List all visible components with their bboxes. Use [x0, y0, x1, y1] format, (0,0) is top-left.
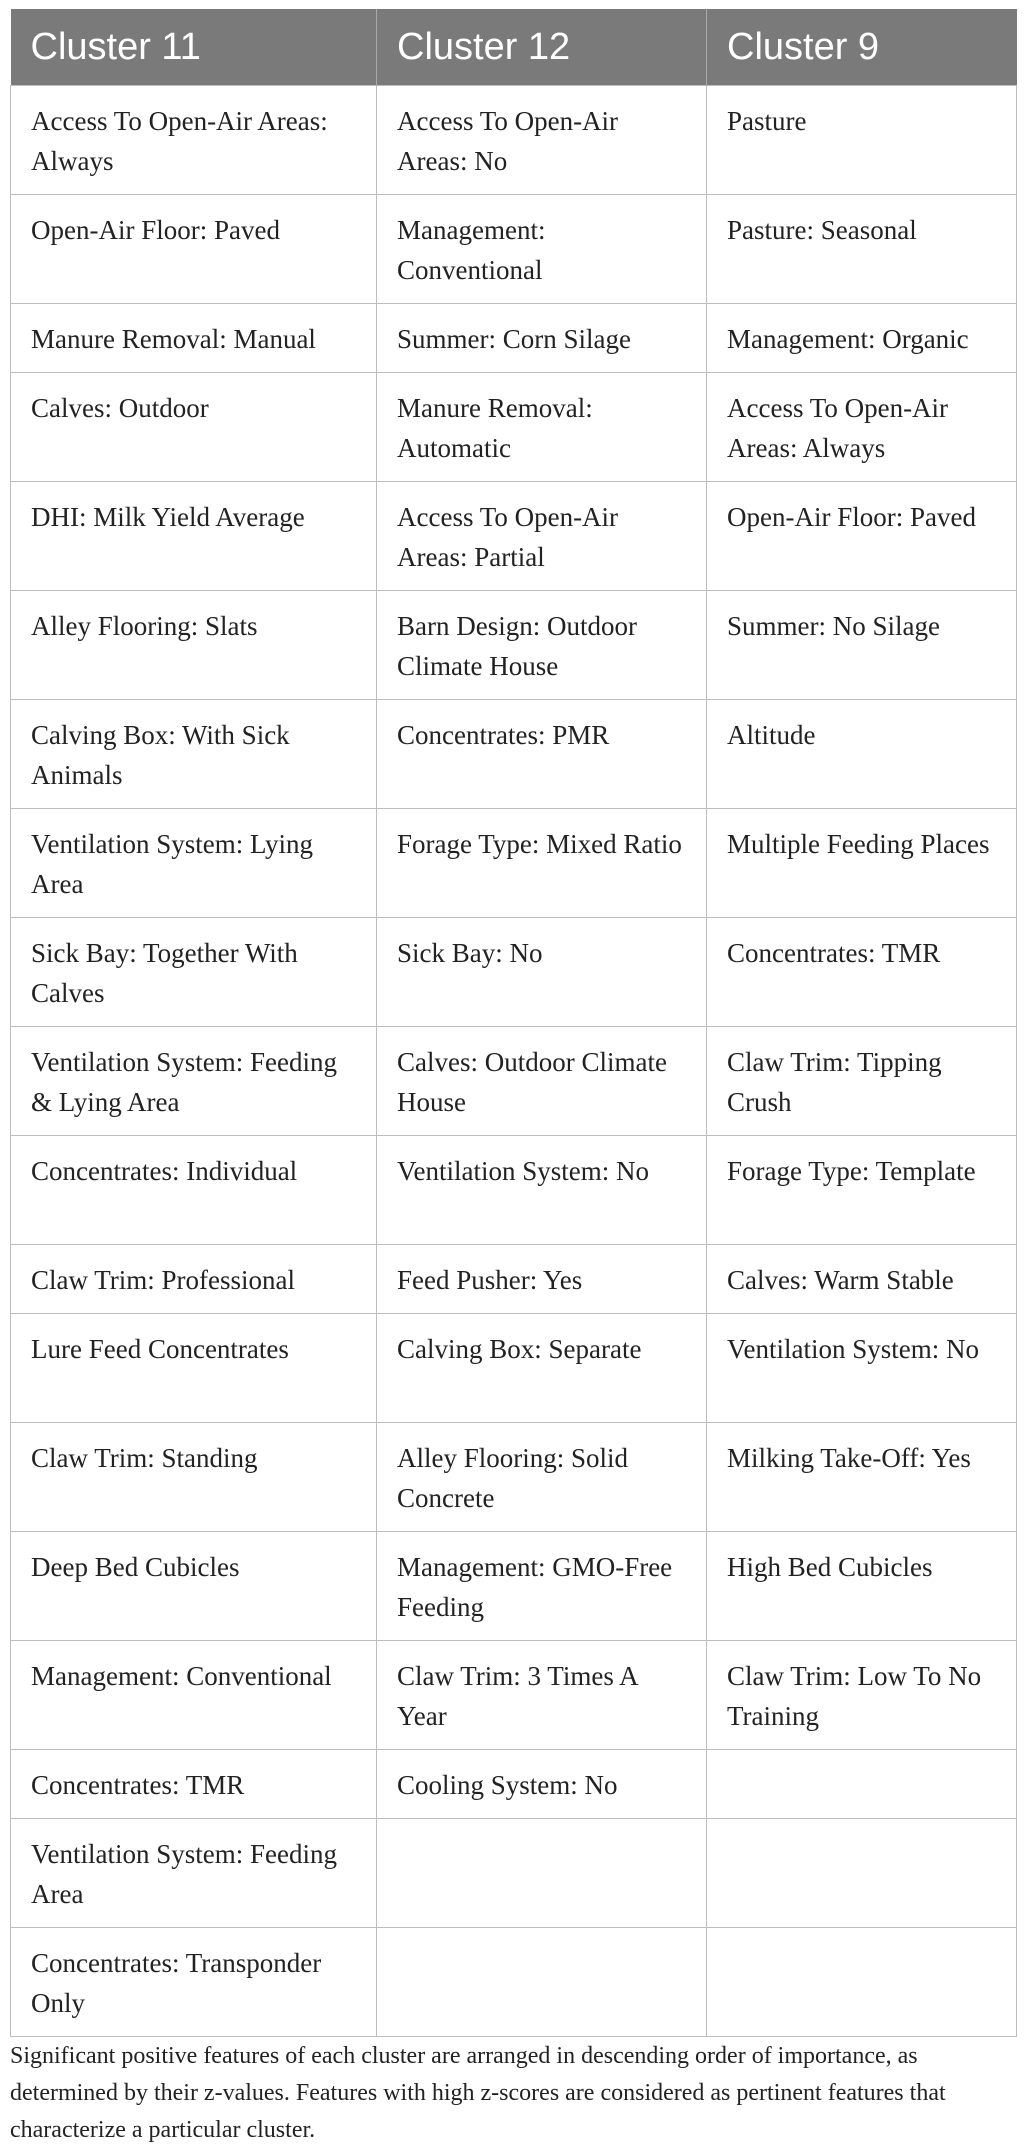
table-cell: Concentrates: TMR	[11, 1750, 377, 1819]
table-cell: Cooling System: No	[377, 1750, 707, 1819]
table-row	[11, 1750, 1017, 1819]
column-header-cluster-9: Cluster 9	[707, 9, 1017, 86]
table-cell: Calving Box: With Sick Animals	[11, 700, 377, 809]
table-row	[11, 482, 1017, 591]
table-row	[11, 1641, 1017, 1750]
table-cell: Access To Open-Air Areas: Always	[707, 373, 1017, 482]
table-cell: Calving Box: Separate	[377, 1314, 707, 1423]
table-row	[11, 700, 1017, 809]
table-cell: Forage Type: Mixed Ratio	[377, 809, 707, 918]
table-cell: Concentrates: Individual	[11, 1136, 377, 1245]
table-cell: Sick Bay: No	[377, 918, 707, 1027]
table-cell: Alley Flooring: Slats	[11, 591, 377, 700]
table-cell: Feed Pusher: Yes	[377, 1245, 707, 1314]
table-cell: Lure Feed Concentrates	[11, 1314, 377, 1423]
column-header-cluster-12: Cluster 12	[377, 9, 707, 86]
table-cell: Access To Open-Air Areas: No	[377, 86, 707, 195]
table-row	[11, 1314, 1017, 1423]
table-row	[11, 1245, 1017, 1314]
table-row	[11, 304, 1017, 373]
table-cell: Management: Organic	[707, 304, 1017, 373]
table-cell: Ventilation System: Feeding & Lying Area	[11, 1027, 377, 1136]
table-cell: Claw Trim: Tipping Crush	[707, 1027, 1017, 1136]
table-cell: Summer: No Silage	[707, 591, 1017, 700]
table-cell: Calves: Warm Stable	[707, 1245, 1017, 1314]
table-cell: Ventilation System: No	[707, 1314, 1017, 1423]
table-cell: High Bed Cubicles	[707, 1532, 1017, 1641]
table-cell: Milking Take-Off: Yes	[707, 1423, 1017, 1532]
table-cell: Claw Trim: Standing	[11, 1423, 377, 1532]
table-cell: Altitude	[707, 700, 1017, 809]
table-cell: Manure Removal: Automatic	[377, 373, 707, 482]
table-cell: Claw Trim: Low To No Training	[707, 1641, 1017, 1750]
column-header-cluster-11: Cluster 11	[11, 9, 377, 86]
table-cell: Concentrates: PMR	[377, 700, 707, 809]
table-footnote: Significant positive features of each cluster are arranged in descending order of importance, as determined by their z-values. Features with high z-scores are considered as pertinent features that characterize a particular cluster.	[10, 2043, 946, 2143]
table-cell	[377, 1819, 707, 1928]
table-row	[11, 1423, 1017, 1532]
cluster-feature-table	[10, 9, 1017, 2037]
header-row	[11, 9, 1017, 86]
table-cell: Calves: Outdoor	[11, 373, 377, 482]
table-cell: Calves: Outdoor Climate House	[377, 1027, 707, 1136]
table-cell: Access To Open-Air Areas: Always	[11, 86, 377, 195]
table-cell: Claw Trim: Professional	[11, 1245, 377, 1314]
feature-table-container	[10, 9, 1016, 2037]
table-cell: Claw Trim: 3 Times A Year	[377, 1641, 707, 1750]
table-row	[11, 1027, 1017, 1136]
table-cell: Alley Flooring: Solid Concrete	[377, 1423, 707, 1532]
table-cell: Concentrates: Transponder Only	[11, 1928, 377, 2037]
table-row	[11, 1819, 1017, 1928]
table-row	[11, 809, 1017, 918]
table-row	[11, 591, 1017, 700]
table-cell: Management: Conventional	[377, 195, 707, 304]
table-cell: Open-Air Floor: Paved	[707, 482, 1017, 591]
table-cell: Pasture: Seasonal	[707, 195, 1017, 304]
table-cell: Multiple Feeding Places	[707, 809, 1017, 918]
table-row	[11, 1928, 1017, 2037]
table-cell	[377, 1928, 707, 2037]
table-cell: Concentrates: TMR	[707, 918, 1017, 1027]
table-cell	[707, 1928, 1017, 2037]
table-row	[11, 1532, 1017, 1641]
table-cell: Management: Conventional	[11, 1641, 377, 1750]
table-cell: Ventilation System: No	[377, 1136, 707, 1245]
table-cell: Open-Air Floor: Paved	[11, 195, 377, 304]
table-cell	[707, 1819, 1017, 1928]
table-cell: Forage Type: Template	[707, 1136, 1017, 1245]
table-cell: Pasture	[707, 86, 1017, 195]
table-cell: Summer: Corn Silage	[377, 304, 707, 373]
table-cell: Deep Bed Cubicles	[11, 1532, 377, 1641]
table-row	[11, 195, 1017, 304]
table-row	[11, 1136, 1017, 1245]
table-cell	[707, 1750, 1017, 1819]
table-cell: DHI: Milk Yield Average	[11, 482, 377, 591]
table-cell: Ventilation System: Lying Area	[11, 809, 377, 918]
table-cell: Ventilation System: Feeding Area	[11, 1819, 377, 1928]
table-row	[11, 86, 1017, 195]
table-cell: Management: GMO-Free Feeding	[377, 1532, 707, 1641]
table-cell: Manure Removal: Manual	[11, 304, 377, 373]
table-cell: Access To Open-Air Areas: Partial	[377, 482, 707, 591]
table-row	[11, 918, 1017, 1027]
table-cell: Sick Bay: Together With Calves	[11, 918, 377, 1027]
table-row	[11, 373, 1017, 482]
table-cell: Barn Design: Outdoor Climate House	[377, 591, 707, 700]
